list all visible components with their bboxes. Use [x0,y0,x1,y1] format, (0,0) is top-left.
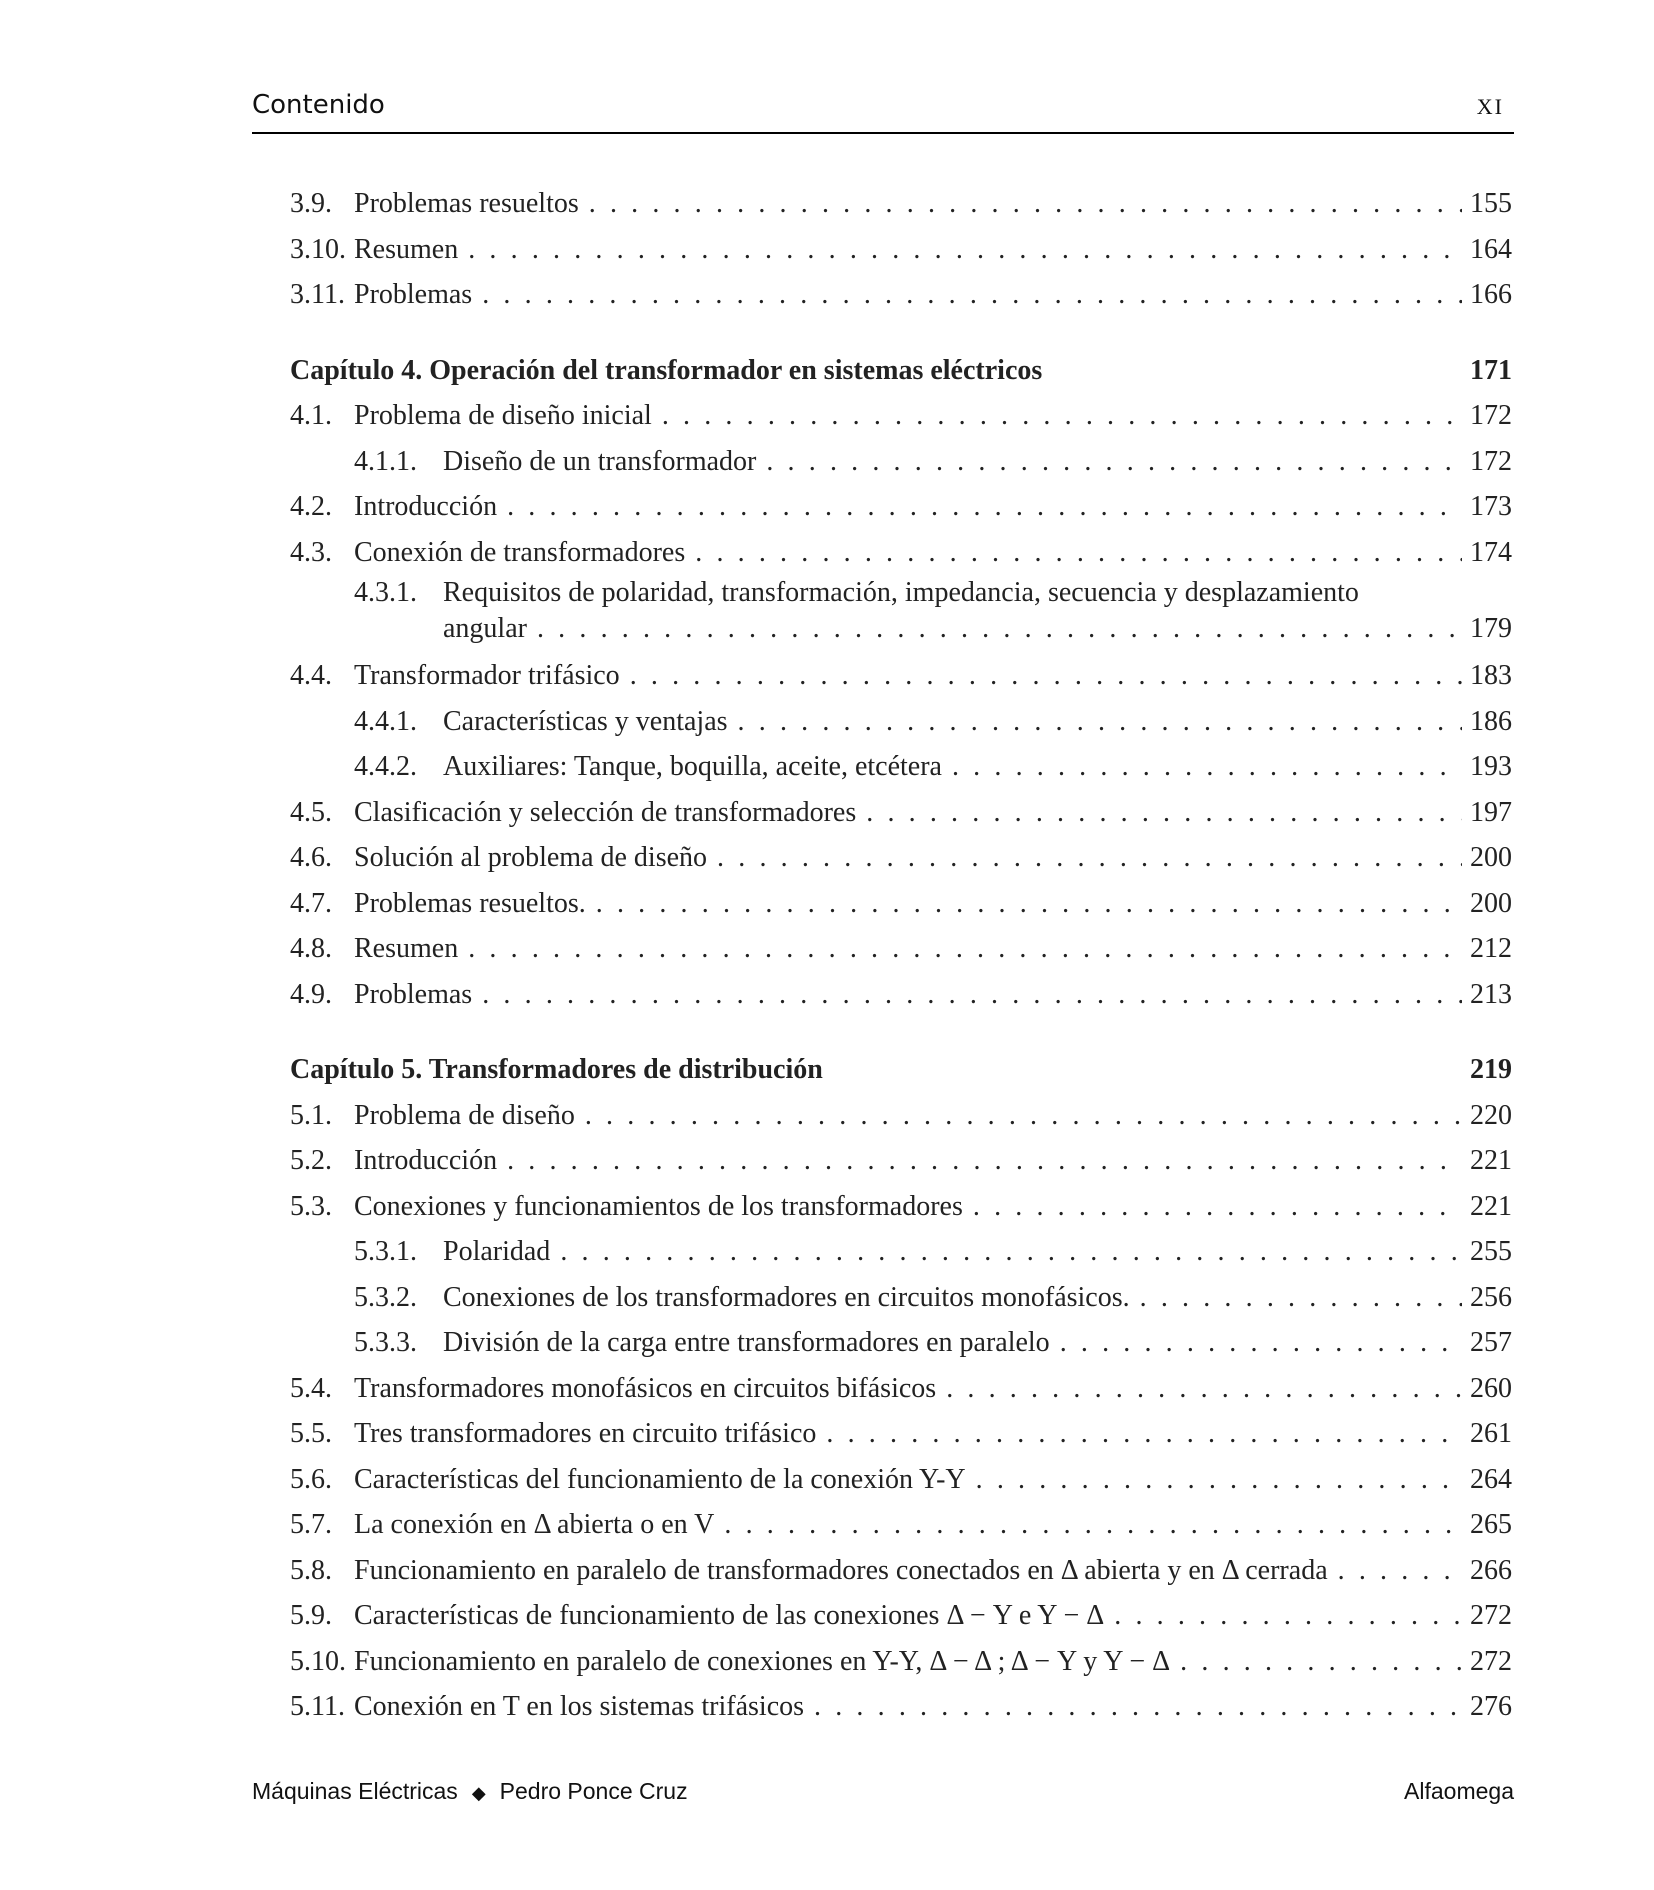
entry-title: Problemas [354,972,482,1018]
entry-number: 4.1. [290,400,332,431]
chapter-page-number: 171 [1470,354,1512,386]
entry-number: 4.9. [290,978,332,1010]
toc-subsection-entry[interactable] [290,1320,1512,1366]
entry-page-number: 213 [1470,978,1512,1010]
entry-page-number: 272 [1470,1645,1512,1677]
entry-title: Conexión de transformadores [354,530,695,576]
entry-page-number: 197 [1470,796,1512,828]
dot-leader [695,530,1462,576]
dot-leader [468,227,1462,273]
running-header [252,86,1514,134]
entry-page-number: 173 [1470,491,1512,522]
entry-number: 4.4. [290,660,332,691]
entry-number: 5.3.1. [354,1236,417,1267]
dot-leader [717,835,1462,881]
toc-section-entry[interactable] [290,835,1512,881]
chapter-page-number: 219 [1470,1054,1512,1085]
entry-number: 4.6. [290,842,332,873]
dot-leader [507,1138,1462,1184]
entry-title: Problemas [354,272,482,318]
entry-title: Problemas resueltos. [354,881,596,927]
running-footer [252,1772,1514,1812]
toc-subsection-entry[interactable] [290,1229,1512,1275]
entry-number: 5.3. [290,1190,332,1222]
entry-number: 4.4.2. [354,751,417,782]
entry-title: Problema de diseño inicial [354,393,662,439]
entry-title: Auxiliares: Tanque, boquilla, aceite, etcétera [443,744,952,790]
header-page-number: XI [1476,94,1504,119]
entry-page-number: 260 [1470,1372,1512,1404]
toc-section-entry[interactable] [290,1138,1512,1184]
toc-section-entry[interactable] [290,1457,1512,1503]
entry-number: 4.3.1. [354,577,417,608]
entry-page-number: 166 [1470,279,1512,310]
toc-section-entry[interactable] [290,926,1512,972]
dot-leader [766,439,1462,485]
entry-page-number: 257 [1470,1327,1512,1358]
entry-number: 5.1. [290,1099,332,1131]
toc-section-entry[interactable] [290,484,1512,530]
entry-number: 5.9. [290,1600,332,1631]
dot-leader [1060,1320,1462,1366]
entry-title-continued: angular [443,611,537,647]
entry-number: 3.10. [290,233,346,265]
entry-page-number: 256 [1470,1281,1512,1313]
bullet-diamond-icon: ◆ [471,1783,486,1803]
entry-number: 3.11. [290,279,345,310]
toc-section-entry[interactable] [290,1411,1512,1457]
entry-page-number: 266 [1470,1554,1512,1586]
entry-page-number: 265 [1470,1509,1512,1540]
entry-title: Requisitos de polaridad, transformación, impedancia, secuencia y desplazamiento [443,577,1359,608]
entry-page-number: 179 [1470,613,1512,644]
dot-leader [585,1093,1462,1139]
footer-publisher: Alfaomega [1404,1778,1514,1804]
dot-leader [826,1411,1462,1457]
dot-leader [1140,1275,1462,1321]
entry-number: 5.3.3. [354,1327,417,1358]
entry-number: 4.7. [290,887,332,919]
dot-leader [976,1457,1462,1503]
entry-title: Problemas resueltos [354,181,589,227]
toc-section-entry[interactable] [290,790,1512,836]
entry-number: 5.5. [290,1418,332,1449]
dot-leader [814,1684,1462,1730]
entry-page-number: 212 [1470,933,1512,964]
entry-number: 4.5. [290,796,332,828]
entry-title: Clasificación y selección de transformadores [354,790,866,836]
header-section-title: Contenido [252,90,385,120]
entry-title: La conexión en Δ abierta o en V [354,1502,724,1548]
dot-leader [738,699,1462,745]
toc-section-entry[interactable] [290,1593,1512,1639]
chapter-title: Capítulo 4. Operación del transformador en sistemas eléctricos [290,354,1043,386]
entry-title: División de la carga entre transformadores en paralelo [443,1320,1060,1366]
entry-title: Características del funcionamiento de la conexión Y-Y [354,1457,976,1503]
entry-title: Funcionamiento en paralelo de conexiones en Y-Y, Δ − Δ ; Δ − Y y Y − Δ [354,1639,1180,1685]
entry-page-number: 183 [1470,660,1512,691]
entry-page-number: 186 [1470,705,1512,737]
entry-number: 5.3.2. [354,1281,417,1313]
entry-number: 4.4.1. [354,705,417,737]
entry-page-number: 221 [1470,1145,1512,1176]
entry-page-number: 200 [1470,887,1512,919]
footer-book-title: Máquinas Eléctricas [252,1778,458,1804]
dot-leader [630,653,1462,699]
entry-title: Funcionamiento en paralelo de transformadores conectados en Δ abierta y en Δ cerrada [354,1548,1338,1594]
dot-leader [866,790,1462,836]
dot-leader [952,744,1462,790]
entry-number: 4.8. [290,933,332,964]
toc-section-entry[interactable] [290,227,1512,273]
entry-number: 4.1.1. [354,445,417,477]
entry-title: Diseño de un transformador [443,439,766,485]
entry-title: Transformadores monofásicos en circuitos bifásicos [354,1366,946,1412]
toc-section-entry[interactable] [290,393,1512,439]
entry-number: 5.8. [290,1554,332,1586]
toc-section-entry[interactable] [290,272,1512,318]
toc-chapter-heading[interactable] [290,1047,1512,1093]
entry-number: 5.7. [290,1509,332,1540]
entry-page-number: 172 [1470,400,1512,431]
entry-number: 4.3. [290,536,332,568]
entry-page-number: 220 [1470,1099,1512,1131]
entry-page-number: 261 [1470,1418,1512,1449]
entry-number: 3.9. [290,188,332,219]
dot-leader [589,181,1462,227]
entry-page-number: 155 [1470,188,1512,219]
dot-leader [468,926,1462,972]
toc-section-entry[interactable] [290,530,1512,576]
footer-author: Pedro Ponce Cruz [499,1778,688,1804]
toc-section-entry[interactable] [290,1093,1512,1139]
toc-section-entry[interactable] [290,1184,1512,1230]
entry-number: 4.2. [290,491,332,522]
dot-leader [1114,1593,1462,1639]
toc-subsection-entry[interactable] [290,699,1512,745]
toc-section-entry[interactable] [290,1502,1512,1548]
entry-title: Características y ventajas [443,699,738,745]
entry-page-number: 193 [1470,751,1512,782]
entry-title: Resumen [354,926,468,972]
entry-number: 5.10. [290,1645,346,1677]
dot-leader [973,1184,1462,1230]
toc-subsection-entry[interactable] [290,1275,1512,1321]
entry-title: Características de funcionamiento de las conexiones Δ − Y e Y − Δ [354,1593,1114,1639]
entry-page-number: 276 [1470,1691,1512,1722]
toc-section-entry[interactable] [290,1366,1512,1412]
dot-leader [596,881,1462,927]
dot-leader [560,1229,1462,1275]
toc-subsection-entry[interactable] [290,439,1512,485]
dot-leader [537,611,1462,647]
table-of-contents [290,181,1512,1730]
entry-title: Tres transformadores en circuito trifásico [354,1411,826,1457]
dot-leader [946,1366,1462,1412]
entry-page-number: 255 [1470,1236,1512,1267]
entry-title: Introducción [354,484,507,530]
entry-number: 5.11. [290,1691,345,1722]
entry-title: Transformador trifásico [354,653,630,699]
toc-chapter-heading[interactable] [290,348,1512,394]
entry-page-number: 272 [1470,1600,1512,1631]
entry-title: Problema de diseño [354,1093,585,1139]
toc-subsection-entry[interactable] [290,575,1512,653]
entry-page-number: 172 [1470,445,1512,477]
toc-section-entry[interactable] [290,1639,1512,1685]
entry-title: Introducción [354,1138,507,1184]
entry-title: Solución al problema de diseño [354,835,717,881]
toc-section-entry[interactable] [290,653,1512,699]
entry-page-number: 200 [1470,842,1512,873]
dot-leader [724,1502,1462,1548]
entry-title: Conexiones de los transformadores en circuitos monofásicos. [443,1275,1140,1321]
entry-number: 5.4. [290,1372,332,1404]
dot-leader [507,484,1462,530]
entry-number: 5.6. [290,1463,332,1495]
entry-title: Conexiones y funcionamientos de los transformadores [354,1184,973,1230]
toc-section-entry[interactable] [290,881,1512,927]
entry-title: Polaridad [443,1229,560,1275]
toc-subsection-entry[interactable] [290,744,1512,790]
footer-book-info [252,1778,688,1805]
dot-leader [482,272,1462,318]
toc-section-entry[interactable] [290,972,1512,1018]
entry-page-number: 221 [1470,1190,1512,1222]
toc-section-entry[interactable] [290,1684,1512,1730]
dot-leader [482,972,1462,1018]
entry-page-number: 264 [1470,1463,1512,1495]
toc-section-entry[interactable] [290,181,1512,227]
entry-page-number: 174 [1470,536,1512,568]
chapter-title: Capítulo 5. Transformadores de distribución [290,1054,823,1085]
toc-section-entry[interactable] [290,1548,1512,1594]
entry-number: 5.2. [290,1145,332,1176]
dot-leader [662,393,1462,439]
dot-leader [1180,1639,1462,1685]
entry-title: Conexión en T en los sistemas trifásicos [354,1684,814,1730]
entry-page-number: 164 [1470,233,1512,265]
entry-title: Resumen [354,227,468,273]
dot-leader [1338,1548,1462,1594]
